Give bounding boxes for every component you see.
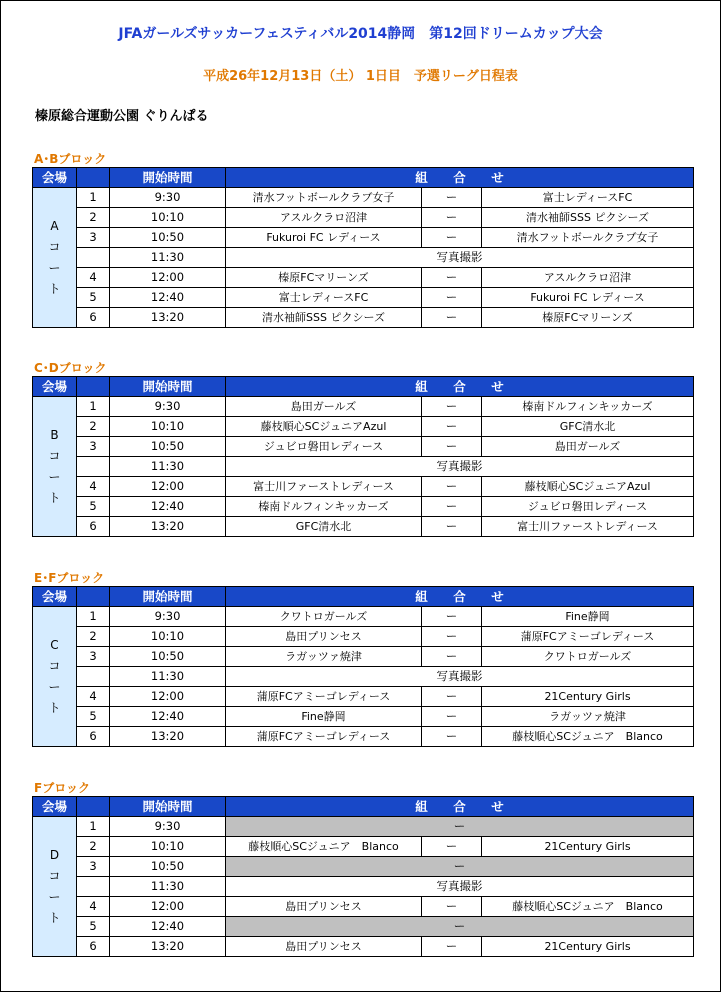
header-match [226,377,694,397]
start-time: 11:30 [110,877,226,897]
table-header-row [33,797,694,817]
home-team: 榛原FCマリーンズ [226,268,422,288]
empty-match: ー [226,817,694,837]
away-team: 榛原FCマリーンズ [482,308,694,328]
versus-dash: ー [422,188,482,208]
match-number: 4 [77,687,110,707]
away-team: ラガッツァ焼津 [482,707,694,727]
match-number: 1 [77,817,110,837]
match-number: 3 [77,857,110,877]
header-num [77,797,110,817]
empty-match: ー [226,857,694,877]
versus-dash: ー [422,437,482,457]
start-time: 13:20 [110,937,226,957]
home-team: GFC清水北 [226,517,422,537]
schedule-table [32,167,694,328]
start-time: 12:00 [110,268,226,288]
table-row [33,837,694,857]
home-team: Fukuroi FC レディース [226,228,422,248]
start-time: 10:10 [110,417,226,437]
table-row [33,437,694,457]
away-team: 21Century Girls [482,937,694,957]
header-time: 開始時間 [110,377,226,397]
page-title: JFAガールズサッカーフェスティバル2014静岡 第12回ドリームカップ大会 [118,26,603,42]
start-time: 11:30 [110,248,226,268]
match-number: 4 [77,268,110,288]
versus-dash: ー [422,228,482,248]
header-time: 開始時間 [110,587,226,607]
header-num [77,377,110,397]
away-team: 榛南ドルフィンキッカーズ [482,397,694,417]
away-team: 21Century Girls [482,687,694,707]
table-row [33,248,694,268]
versus-dash: ー [422,497,482,517]
block-title: A･Bブロック [34,152,107,166]
away-team: 藤枝順心SCジュニアAzul [482,477,694,497]
match-number: 5 [77,707,110,727]
match-number [77,877,110,897]
header-match-word: 組 [415,589,428,604]
start-time: 10:10 [110,208,226,228]
block-title: C･Dブロック [34,361,107,375]
table-row [33,607,694,627]
start-time: 12:00 [110,477,226,497]
table-row [33,877,694,897]
header-num [77,168,110,188]
home-team: 清水フットボールクラブ女子 [226,188,422,208]
table-row [33,417,694,437]
start-time: 10:50 [110,857,226,877]
versus-dash: ー [422,897,482,917]
court-label: Bコート [48,427,61,505]
table-row [33,937,694,957]
start-time: 9:30 [110,817,226,837]
versus-dash: ー [422,837,482,857]
header-court: 会場 [33,377,77,397]
start-time: 13:20 [110,727,226,747]
home-team: 清水袖師SSS ピクシーズ [226,308,422,328]
start-time: 13:20 [110,308,226,328]
header-match-word: 組 [415,170,428,185]
header-match-word: 組 [415,799,428,814]
versus-dash: ー [422,397,482,417]
match-number: 1 [77,607,110,627]
header-num [77,587,110,607]
versus-dash: ー [422,727,482,747]
start-time: 11:30 [110,667,226,687]
header-match-word: 合 [453,799,466,814]
court-cell [33,607,77,747]
start-time: 10:10 [110,837,226,857]
home-team: 富士川ファーストレディース [226,477,422,497]
start-time: 12:40 [110,707,226,727]
table-row [33,517,694,537]
table-row [33,397,694,417]
match-number: 6 [77,727,110,747]
home-team: 藤枝順心SCジュニアAzul [226,417,422,437]
versus-dash: ー [422,477,482,497]
home-team: 島田プリンセス [226,627,422,647]
venue-name: 榛原総合運動公園 ぐりんぱる [35,109,209,124]
start-time: 12:00 [110,897,226,917]
block-title: E･Fブロック [34,571,105,585]
home-team: 富士レディースFC [226,288,422,308]
header-match [226,168,694,188]
table-row [33,308,694,328]
table-row [33,228,694,248]
header-time: 開始時間 [110,168,226,188]
home-team: 蒲原FCアミーゴレディース [226,687,422,707]
table-header-row [33,377,694,397]
away-team: 21Century Girls [482,837,694,857]
table-row [33,188,694,208]
versus-dash: ー [422,707,482,727]
schedule-table [32,376,694,537]
away-team: ジュビロ磐田レディース [482,497,694,517]
table-row [33,268,694,288]
versus-dash: ー [422,607,482,627]
court-cell [33,397,77,537]
table-row [33,208,694,228]
versus-dash: ー [422,288,482,308]
match-number: 2 [77,208,110,228]
versus-dash: ー [422,268,482,288]
away-team: アスルクラロ沼津 [482,268,694,288]
match-number: 2 [77,417,110,437]
table-header-row [33,168,694,188]
header-court: 会場 [33,797,77,817]
table-row [33,647,694,667]
home-team: ラガッツァ焼津 [226,647,422,667]
home-team: 榛南ドルフィンキッカーズ [226,497,422,517]
start-time: 10:50 [110,228,226,248]
block-title: Fブロック [34,781,90,795]
header-match [226,797,694,817]
table-row [33,477,694,497]
header-court: 会場 [33,168,77,188]
page-subtitle: 平成26年12月13日（土） 1日目 予選リーグ日程表 [203,69,518,84]
table-row [33,707,694,727]
away-team: 清水フットボールクラブ女子 [482,228,694,248]
versus-dash: ー [422,627,482,647]
match-number: 2 [77,837,110,857]
match-number: 5 [77,288,110,308]
home-team: 島田プリンセス [226,897,422,917]
match-number [77,457,110,477]
header-match-word: 合 [453,589,466,604]
match-number: 1 [77,188,110,208]
empty-match: ー [226,917,694,937]
away-team: 富士川ファーストレディース [482,517,694,537]
photo-session: 写真撮影 [226,667,694,687]
versus-dash: ー [422,647,482,667]
start-time: 13:20 [110,517,226,537]
start-time: 12:40 [110,288,226,308]
match-number: 4 [77,477,110,497]
home-team: 島田ガールズ [226,397,422,417]
start-time: 12:00 [110,687,226,707]
header-time: 開始時間 [110,797,226,817]
court-label: Cコート [48,637,61,715]
away-team: クワトロガールズ [482,647,694,667]
photo-session: 写真撮影 [226,877,694,897]
start-time: 12:40 [110,917,226,937]
court-cell [33,188,77,328]
header-match [226,587,694,607]
match-number: 3 [77,437,110,457]
match-number: 5 [77,497,110,517]
header-match-word: せ [491,799,504,814]
versus-dash: ー [422,417,482,437]
home-team: ジュビロ磐田レディース [226,437,422,457]
match-number: 4 [77,897,110,917]
start-time: 10:50 [110,647,226,667]
block-section-1 [32,360,693,537]
table-row [33,897,694,917]
match-number: 6 [77,937,110,957]
table-row [33,917,694,937]
start-time: 9:30 [110,397,226,417]
table-row [33,857,694,877]
table-row [33,627,694,647]
versus-dash: ー [422,517,482,537]
home-team: 藤枝順心SCジュニア Blanco [226,837,422,857]
away-team: 清水袖師SSS ピクシーズ [482,208,694,228]
table-row [33,288,694,308]
table-row [33,817,694,837]
away-team: 藤枝順心SCジュニア Blanco [482,897,694,917]
schedule-table [32,586,694,747]
header-match-word: 合 [453,379,466,394]
court-label: Dコート [48,847,61,925]
away-team: GFC清水北 [482,417,694,437]
away-team: Fukuroi FC レディース [482,288,694,308]
away-team: 蒲原FCアミーゴレディース [482,627,694,647]
start-time: 12:40 [110,497,226,517]
table-row [33,667,694,687]
versus-dash: ー [422,208,482,228]
header-court: 会場 [33,587,77,607]
versus-dash: ー [422,937,482,957]
start-time: 9:30 [110,188,226,208]
match-number: 6 [77,517,110,537]
start-time: 10:50 [110,437,226,457]
home-team: アスルクラロ沼津 [226,208,422,228]
away-team: Fine静岡 [482,607,694,627]
home-team: 蒲原FCアミーゴレディース [226,727,422,747]
match-number: 1 [77,397,110,417]
match-number [77,667,110,687]
header-match-word: 組 [415,379,428,394]
match-number: 5 [77,917,110,937]
home-team: Fine静岡 [226,707,422,727]
home-team: 島田プリンセス [226,937,422,957]
block-section-2 [32,570,693,747]
table-row [33,727,694,747]
start-time: 10:10 [110,627,226,647]
away-team: 藤枝順心SCジュニア Blanco [482,727,694,747]
match-number [77,248,110,268]
match-number: 2 [77,627,110,647]
match-number: 3 [77,647,110,667]
versus-dash: ー [422,308,482,328]
away-team: 富士レディースFC [482,188,694,208]
schedule-table [32,796,694,957]
court-label: Aコート [48,218,61,296]
block-section-3 [32,780,693,957]
away-team: 島田ガールズ [482,437,694,457]
header-match-word: せ [491,170,504,185]
table-row [33,457,694,477]
court-cell [33,817,77,957]
photo-session: 写真撮影 [226,248,694,268]
header-match-word: せ [491,589,504,604]
home-team: クワトロガールズ [226,607,422,627]
table-row [33,497,694,517]
start-time: 11:30 [110,457,226,477]
photo-session: 写真撮影 [226,457,694,477]
versus-dash: ー [422,687,482,707]
table-header-row [33,587,694,607]
match-number: 3 [77,228,110,248]
start-time: 9:30 [110,607,226,627]
table-row [33,687,694,707]
header-match-word: せ [491,379,504,394]
match-number: 6 [77,308,110,328]
block-section-0 [32,151,693,328]
header-match-word: 合 [453,170,466,185]
